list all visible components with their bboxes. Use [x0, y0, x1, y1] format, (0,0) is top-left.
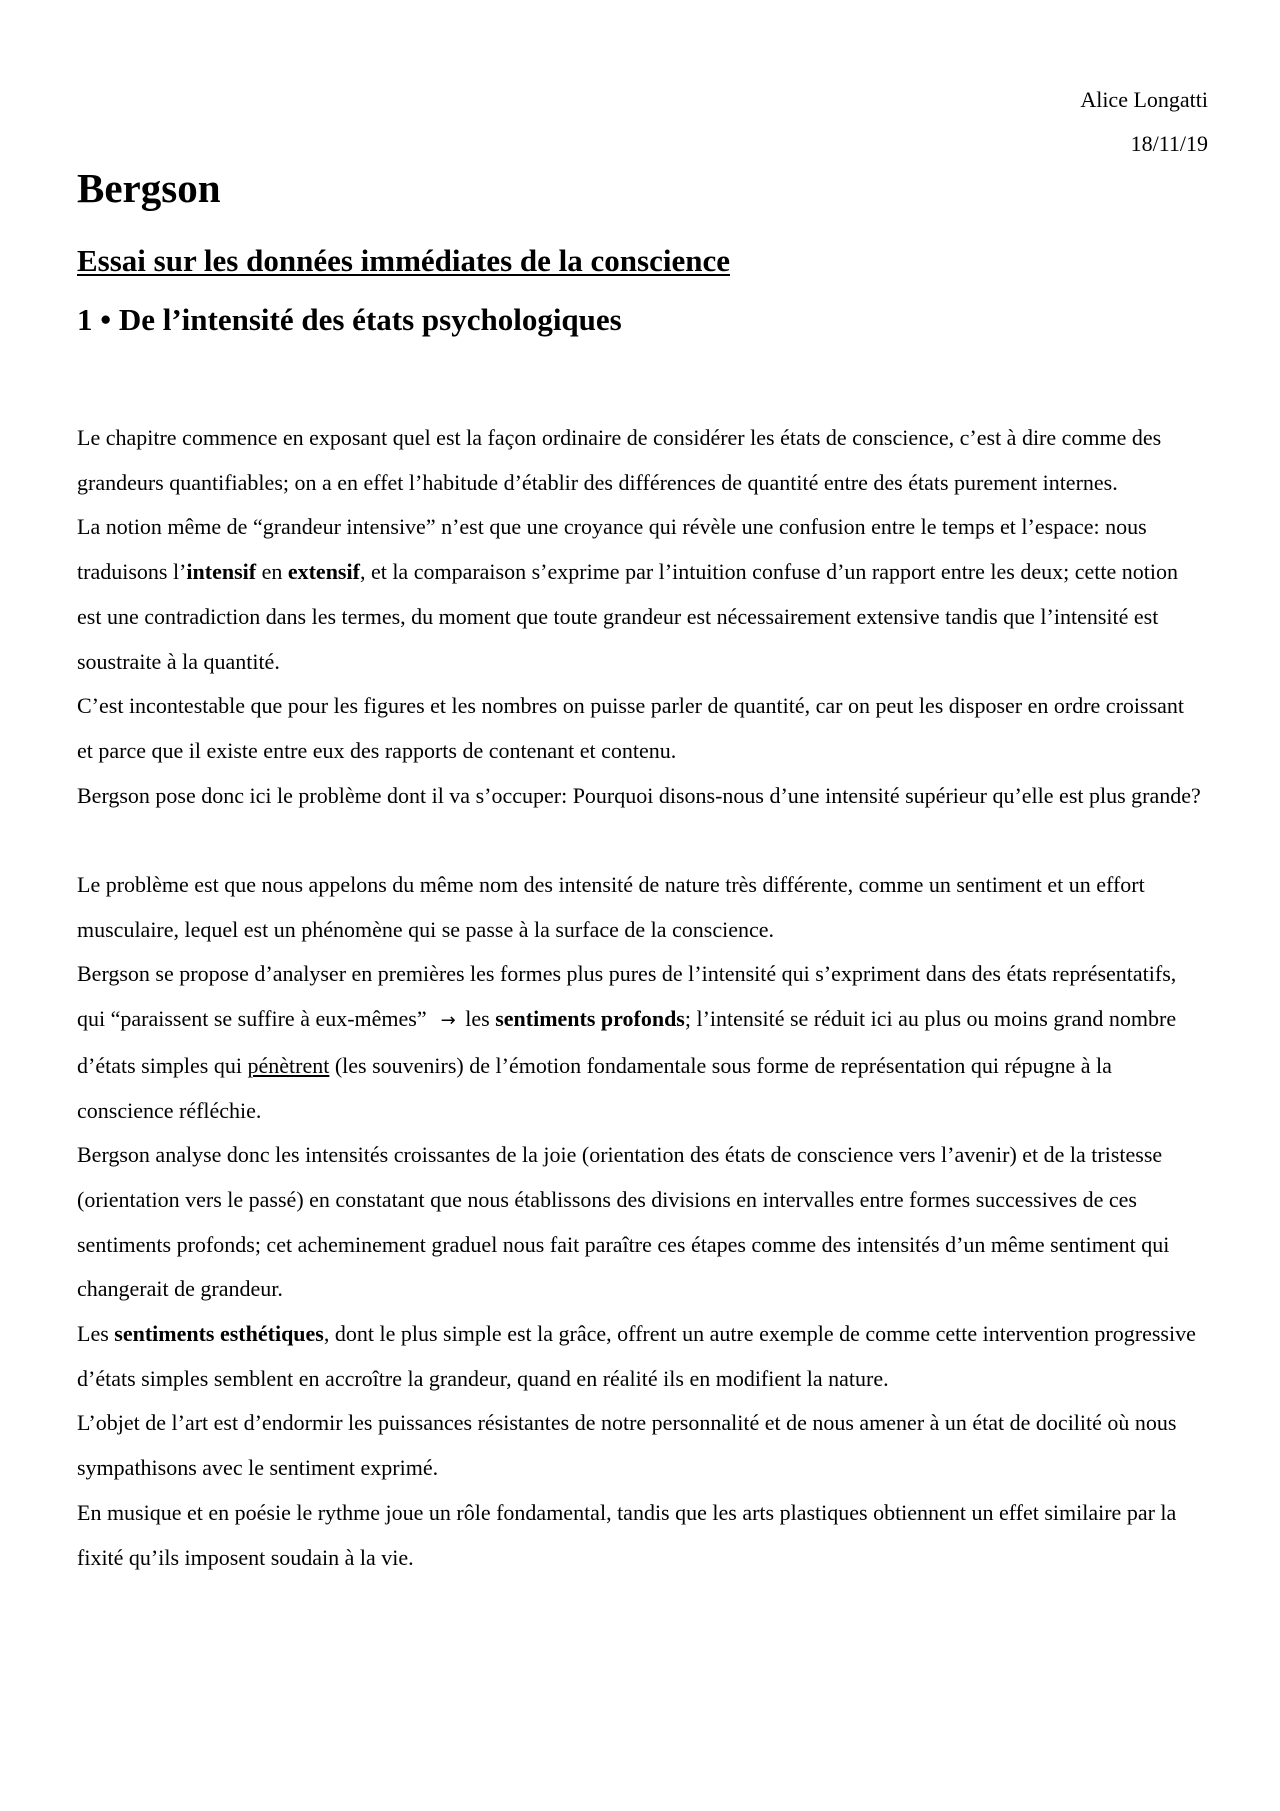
paragraph-2-text: La notion même de “grandeur intensive” n’est que une croyance qui révèle une confusion entre le temps et l’espace: nous traduisons l’	[77, 514, 1147, 585]
paragraph-8-text: , dont le plus simple est la grâce, offrent un autre exemple de comme cette intervention progressive d’états simples semblent en accroître la grandeur, quand en réalité ils en modifient la nature.	[77, 1321, 1196, 1391]
term-intensif: intensif	[186, 559, 257, 585]
arrow-right-icon: →	[440, 1010, 456, 1032]
paragraph-6-text: (les souvenirs) de l’émotion fondamentale sous forme de représentation qui répugne à la conscience réfléchie.	[77, 1052, 1112, 1123]
paragraph-6-text: Bergson se propose d’analyser en premières les formes plus pures de l’intensité qui s’expriment dans des états représentatifs, qui “paraissent se suffire à eux-mêmes”	[77, 961, 1177, 1032]
chapter-heading: 1 • De l’intensité des états psychologiques	[77, 302, 622, 337]
document-title: Bergson	[77, 165, 221, 211]
term-sentiments-esthetiques: sentiments esthétiques	[114, 1321, 324, 1347]
paragraph-2-text: en	[256, 559, 288, 585]
author-block	[1080, 78, 1208, 166]
document-body	[77, 416, 1205, 1580]
term-extensif: extensif	[287, 559, 360, 585]
paragraph-5: Le problème est que nous appelons du même nom des intensité de nature très différente, comme un sentiment et un effort musculaire, lequel est un phénomène qui se passe à la surface de la conscience.	[77, 872, 1145, 942]
paragraph-2-text: , et la comparaison s’exprime par l’intuition confuse d’un rapport entre les deux; cette notion est une contradiction dans les termes, du moment que toute grandeur est nécessairement extensive tandis que l’intensité est soustraite à la quantité.	[77, 559, 1178, 674]
document-date: 18/11/19	[1130, 131, 1208, 156]
paragraph-4: Bergson pose donc ici le problème dont il va s’occuper: Pourquoi disons-nous d’une intensité supérieur qu’elle est plus grande?	[77, 782, 1201, 808]
paragraph-10: En musique et en poésie le rythme joue un rôle fondamental, tandis que les arts plastiques obtiennent un effet similaire par la fixité qu’ils imposent soudain à la vie.	[77, 1499, 1177, 1570]
paragraph-7: Bergson analyse donc les intensités croissantes de la joie (orientation des états de conscience vers l’avenir) et de la tristesse (orientation vers le passé) en constatant que nous établissons des divisions en intervalles entre formes successives de ces sentiments profonds; cet acheminement graduel nous fait paraître ces étapes comme des intensités d’un même sentiment qui changerait de grandeur.	[77, 1142, 1170, 1302]
paragraph-8	[77, 1312, 1205, 1401]
paragraph-6-text: ; l’intensité se réduit ici au plus ou moins grand nombre d’états simples qui	[77, 1006, 1177, 1078]
paragraph-6-text: les	[459, 1006, 496, 1032]
term-penetrent: pénètrent	[247, 1052, 330, 1078]
paragraph-spacer	[77, 818, 1205, 863]
author-name: Alice Longatti	[1080, 87, 1208, 112]
paragraph-1: Le chapitre commence en exposant quel est la façon ordinaire de considérer les états de conscience, c’est à dire comme des grandeurs quantifiables; on a en effet l’habitude d’établir des différences de quantité entre des états purement internes.	[77, 425, 1162, 495]
paragraph-8-text: Les	[77, 1321, 115, 1347]
paragraph-6	[77, 952, 1205, 1133]
document-subtitle: Essai sur les données immédiates de la conscience	[77, 243, 730, 278]
paragraph-3: C’est incontestable que pour les figures et les nombres on puisse parler de quantité, car on peut les disposer en ordre croissant et parce que il existe entre eux des rapports de contenant et contenu.	[77, 693, 1185, 763]
paragraph-2	[77, 505, 1205, 684]
paragraph-9: L’objet de l’art est d’endormir les puissances résistantes de notre personnalité et de nous amener à un état de docilité où nous sympathisons avec le sentiment exprimé.	[77, 1410, 1177, 1481]
term-sentiments-profonds: sentiments profonds	[495, 1006, 685, 1032]
